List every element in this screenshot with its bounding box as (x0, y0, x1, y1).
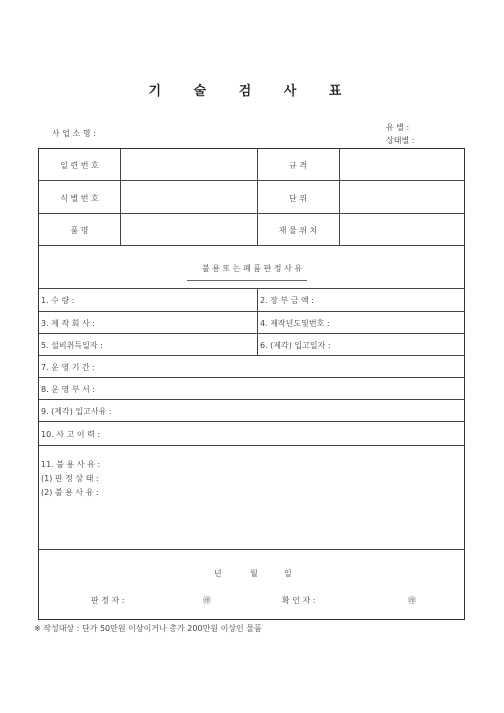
day-label: 일 (284, 569, 292, 578)
receipt-reason-field: 9. (제각) 입고사유 : (41, 407, 112, 416)
receipt-date-field: 6. (제각) 입고일자 : (260, 341, 331, 350)
month-label: 월 (250, 569, 258, 578)
operation-period-field: 7. 운 영 기 간 : (41, 363, 95, 372)
section-heading: 불 용 또 는 폐 품 판 정 사 유 (201, 264, 303, 273)
operation-dept-field: 8. 운 영 부 서 : (41, 385, 95, 394)
location-label: 재 물 위 치 (278, 226, 318, 235)
spec-label: 규 격 (289, 161, 307, 170)
book-amount-field: 2. 장 부 금 액 : (260, 296, 314, 305)
inspection-form (38, 148, 465, 620)
judge-label: 판 정 자 : (91, 596, 125, 605)
serial-number-label: 일 련 번 호 (60, 161, 99, 170)
accident-history-field: 10. 사 고 이 력 : (41, 430, 101, 439)
unit-label: 단 위 (289, 194, 307, 203)
judge-seal: ㊞ (203, 596, 211, 605)
document-title: 기 술 검 사 표 (148, 84, 356, 99)
section-heading-underline (187, 280, 307, 281)
disuse-reason-field: (2) 불 용 사 유 : (41, 488, 99, 497)
manufacture-year-field: 4. 제작년도및번호 : (260, 319, 330, 328)
footnote: ※ 작성대상 : 단가 50만원 이상이거나 총가 200만원 이상인 물품 (34, 624, 262, 633)
status-label: 상태별 : (386, 136, 415, 145)
business-name-label: 사 업 소 명 : (52, 129, 96, 138)
manufacturer-field: 3. 제 작 회 사 : (41, 319, 95, 328)
judgment-status-field: (1) 판 정 상 태 : (41, 474, 99, 483)
confirm-label: 확 인 자 : (282, 596, 316, 605)
acquisition-date-field: 5. 설비취득일자 : (41, 341, 103, 350)
year-label: 년 (214, 569, 222, 578)
type-label: 유 별 : (386, 123, 410, 132)
confirm-seal: ㊞ (408, 596, 416, 605)
item-name-label: 품 명 (70, 226, 89, 235)
disuse-heading: 11. 불 용 사 유 : (41, 460, 101, 469)
id-number-label: 식 별 번 호 (60, 194, 99, 203)
quantity-field: 1. 수 량 : (41, 296, 75, 305)
